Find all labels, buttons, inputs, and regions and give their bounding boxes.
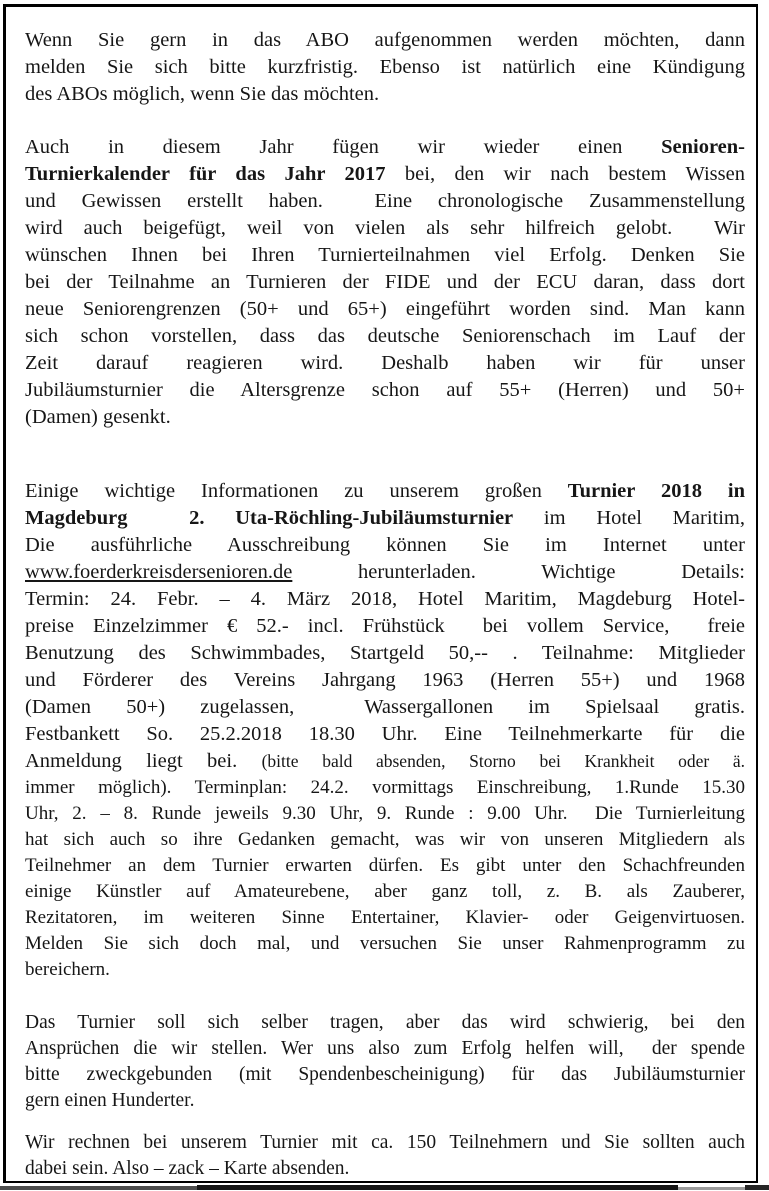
text-segment: Zeit darauf reagieren wird. Deshalb haben wir für unser <box>25 352 745 374</box>
text-segment: Die ausführliche Ausschreibung können Sie im Internet unter <box>25 534 745 556</box>
text-segment: und Förderer des Vereins Jahrgang 1963 (Herren 55+) und 1968 <box>25 669 745 691</box>
text-segment: und Gewissen erstellt haben. Eine chronologische Zusammenstellung <box>25 190 745 212</box>
text-line <box>25 505 745 532</box>
text-line <box>25 161 745 188</box>
text-segment: Festbankett So. 25.2.2018 18.30 Uhr. Eine Teilnehmerkarte für die <box>25 723 745 745</box>
text-line <box>25 296 745 323</box>
text-segment: Benutzung des Schwimmbades, Startgeld 50,-- . Teilnahme: Mitglieder <box>25 642 745 664</box>
text-segment: (bitte bald absenden, Storno bei Krankheit oder ä. <box>261 751 745 771</box>
text-line <box>25 27 745 54</box>
text-segment: hat sich auch so ihre Gedanken gemacht, was wir von unseren Mitgliedern als <box>25 829 745 850</box>
text-line <box>25 931 745 957</box>
text-line <box>25 1088 745 1114</box>
paragraph <box>25 1010 745 1114</box>
text-segment: (Damen 50+) zugelassen, Wassergallonen im Spielsaal gratis. <box>25 696 745 718</box>
text-line <box>25 748 745 775</box>
text-line <box>25 134 745 161</box>
text-segment: Senioren- <box>661 136 745 158</box>
text-segment: (Damen) gesenkt. <box>25 406 171 428</box>
text-segment: des ABOs möglich, wenn Sie das möchten. <box>25 83 380 105</box>
text-segment: wird auch beigefügt, weil von vielen als sehr hilfreich gelobt. Wir <box>25 217 745 239</box>
text-segment: Das Turnier soll sich selber tragen, aber das wird schwierig, bei den <box>25 1012 745 1033</box>
text-segment: melden Sie sich bitte kurzfristig. Ebenso ist natürlich eine Kündigung <box>25 56 745 78</box>
text-segment: Teilnehmer an dem Turnier erwarten dürfen. Es gibt unter den Schachfreunden <box>25 855 745 876</box>
text-line <box>25 188 745 215</box>
text-line <box>25 478 745 505</box>
text-segment: Jubiläumsturnier die Altersgrenze schon auf 55+ (Herren) und 50+ <box>25 379 745 401</box>
paragraph <box>25 27 745 108</box>
text-segment: dabei sein. Also – zack – Karte absenden. <box>25 1158 350 1179</box>
text-line <box>25 586 745 613</box>
text-segment: gern einen Hunderter. <box>25 1090 195 1111</box>
text-segment: Melden Sie sich doch mal, und versuchen Sie unser Rahmenprogramm zu <box>25 933 745 954</box>
text-line <box>25 1062 745 1088</box>
scan-artifact-line <box>0 1186 197 1190</box>
text-line <box>25 269 745 296</box>
text-line <box>25 377 745 404</box>
text-line <box>25 957 745 983</box>
paragraph <box>25 478 745 983</box>
text-segment: im Hotel Maritim, <box>513 507 745 529</box>
text-line <box>25 775 745 801</box>
scan-artifact-line <box>197 1185 678 1190</box>
text-segment: sich schon vorstellen, dass das deutsche Seniorenschach im Lauf der <box>25 325 745 347</box>
text-line <box>25 853 745 879</box>
scan-artifact-line <box>678 1187 745 1190</box>
paragraph <box>25 134 745 431</box>
text-segment: Rezitatoren, im weiteren Sinne Entertainer, Klavier- oder Geigenvirtuosen. <box>25 907 745 928</box>
text-line <box>25 323 745 350</box>
text-line <box>25 1130 745 1156</box>
text-segment: bei, den wir nach bestem Wissen <box>385 163 745 185</box>
text-line <box>25 905 745 931</box>
text-segment: Wenn Sie gern in das ABO aufgenommen werden möchten, dann <box>25 29 745 51</box>
text-line <box>25 1036 745 1062</box>
text-line <box>25 532 745 559</box>
text-segment: einige Künstler auf Amateurebene, aber ganz toll, z. B. als Zauberer, <box>25 881 745 902</box>
text-line <box>25 879 745 905</box>
text-line <box>25 215 745 242</box>
text-line <box>25 721 745 748</box>
text-segment: Wir rechnen bei unserem Turnier mit ca. 150 Teilnehmern und Sie sollten auch <box>25 1132 745 1153</box>
text-segment: Ansprüchen die wir stellen. Wer uns also zum Erfolg helfen will, der spende <box>25 1038 745 1059</box>
text-segment: Einige wichtige Informationen zu unserem großen <box>25 480 568 502</box>
text-segment: bereichern. <box>25 959 110 980</box>
text-segment: Termin: 24. Febr. – 4. März 2018, Hotel Maritim, Magdeburg Hotel- <box>25 588 745 610</box>
text-segment: Turnier 2018 in <box>567 480 746 502</box>
text-segment: Uhr, 2. – 8. Runde jeweils 9.30 Uhr, 9. Runde : 9.00 Uhr. Die Turnierleitung <box>25 803 745 824</box>
text-segment: neue Seniorengrenzen (50+ und 65+) eingeführt worden sind. Man kann <box>25 298 745 320</box>
text-line <box>25 613 745 640</box>
scan-artifact-line <box>745 1185 769 1190</box>
text-segment: wünschen Ihnen bei Ihren Turnierteilnahmen viel Erfolg. Denken Sie <box>25 244 745 266</box>
text-segment: Magdeburg 2. Uta-Röchling-Jubiläumsturnier <box>25 507 514 529</box>
text-segment: immer möglich). Terminplan: 24.2. vormittags Einschreibung, 1.Runde 15.30 <box>25 777 745 798</box>
document-border-frame <box>3 4 758 1183</box>
text-segment: Anmeldung liegt bei. <box>25 750 262 772</box>
text-segment: Auch in diesem Jahr fügen wir wieder einen <box>25 136 662 158</box>
text-line <box>25 694 745 721</box>
text-line <box>25 350 745 377</box>
text-line <box>25 559 745 586</box>
paragraph <box>25 1130 745 1182</box>
text-line <box>25 1010 745 1036</box>
text-line <box>25 801 745 827</box>
text-line <box>25 81 745 108</box>
text-segment: Turnierkalender für das Jahr 2017 <box>25 163 386 185</box>
text-line <box>25 827 745 853</box>
text-segment: bei der Teilnahme an Turnieren der FIDE und der ECU daran, dass dort <box>25 271 745 293</box>
document-body <box>25 27 745 1182</box>
text-segment: preise Einzelzimmer € 52.- incl. Frühstück bei vollem Service, freie <box>25 615 745 637</box>
text-line <box>25 1156 745 1182</box>
text-segment: herunterladen. Wichtige Details: <box>292 561 745 583</box>
text-line <box>25 667 745 694</box>
text-line <box>25 640 745 667</box>
text-segment: bitte zweckgebunden (mit Spendenbescheinigung) für das Jubiläumsturnier <box>25 1064 745 1085</box>
text-line <box>25 54 745 81</box>
text-line <box>25 404 745 431</box>
website-link[interactable]: www.foerderkreisdersenioren.de <box>25 561 293 583</box>
text-line <box>25 242 745 269</box>
